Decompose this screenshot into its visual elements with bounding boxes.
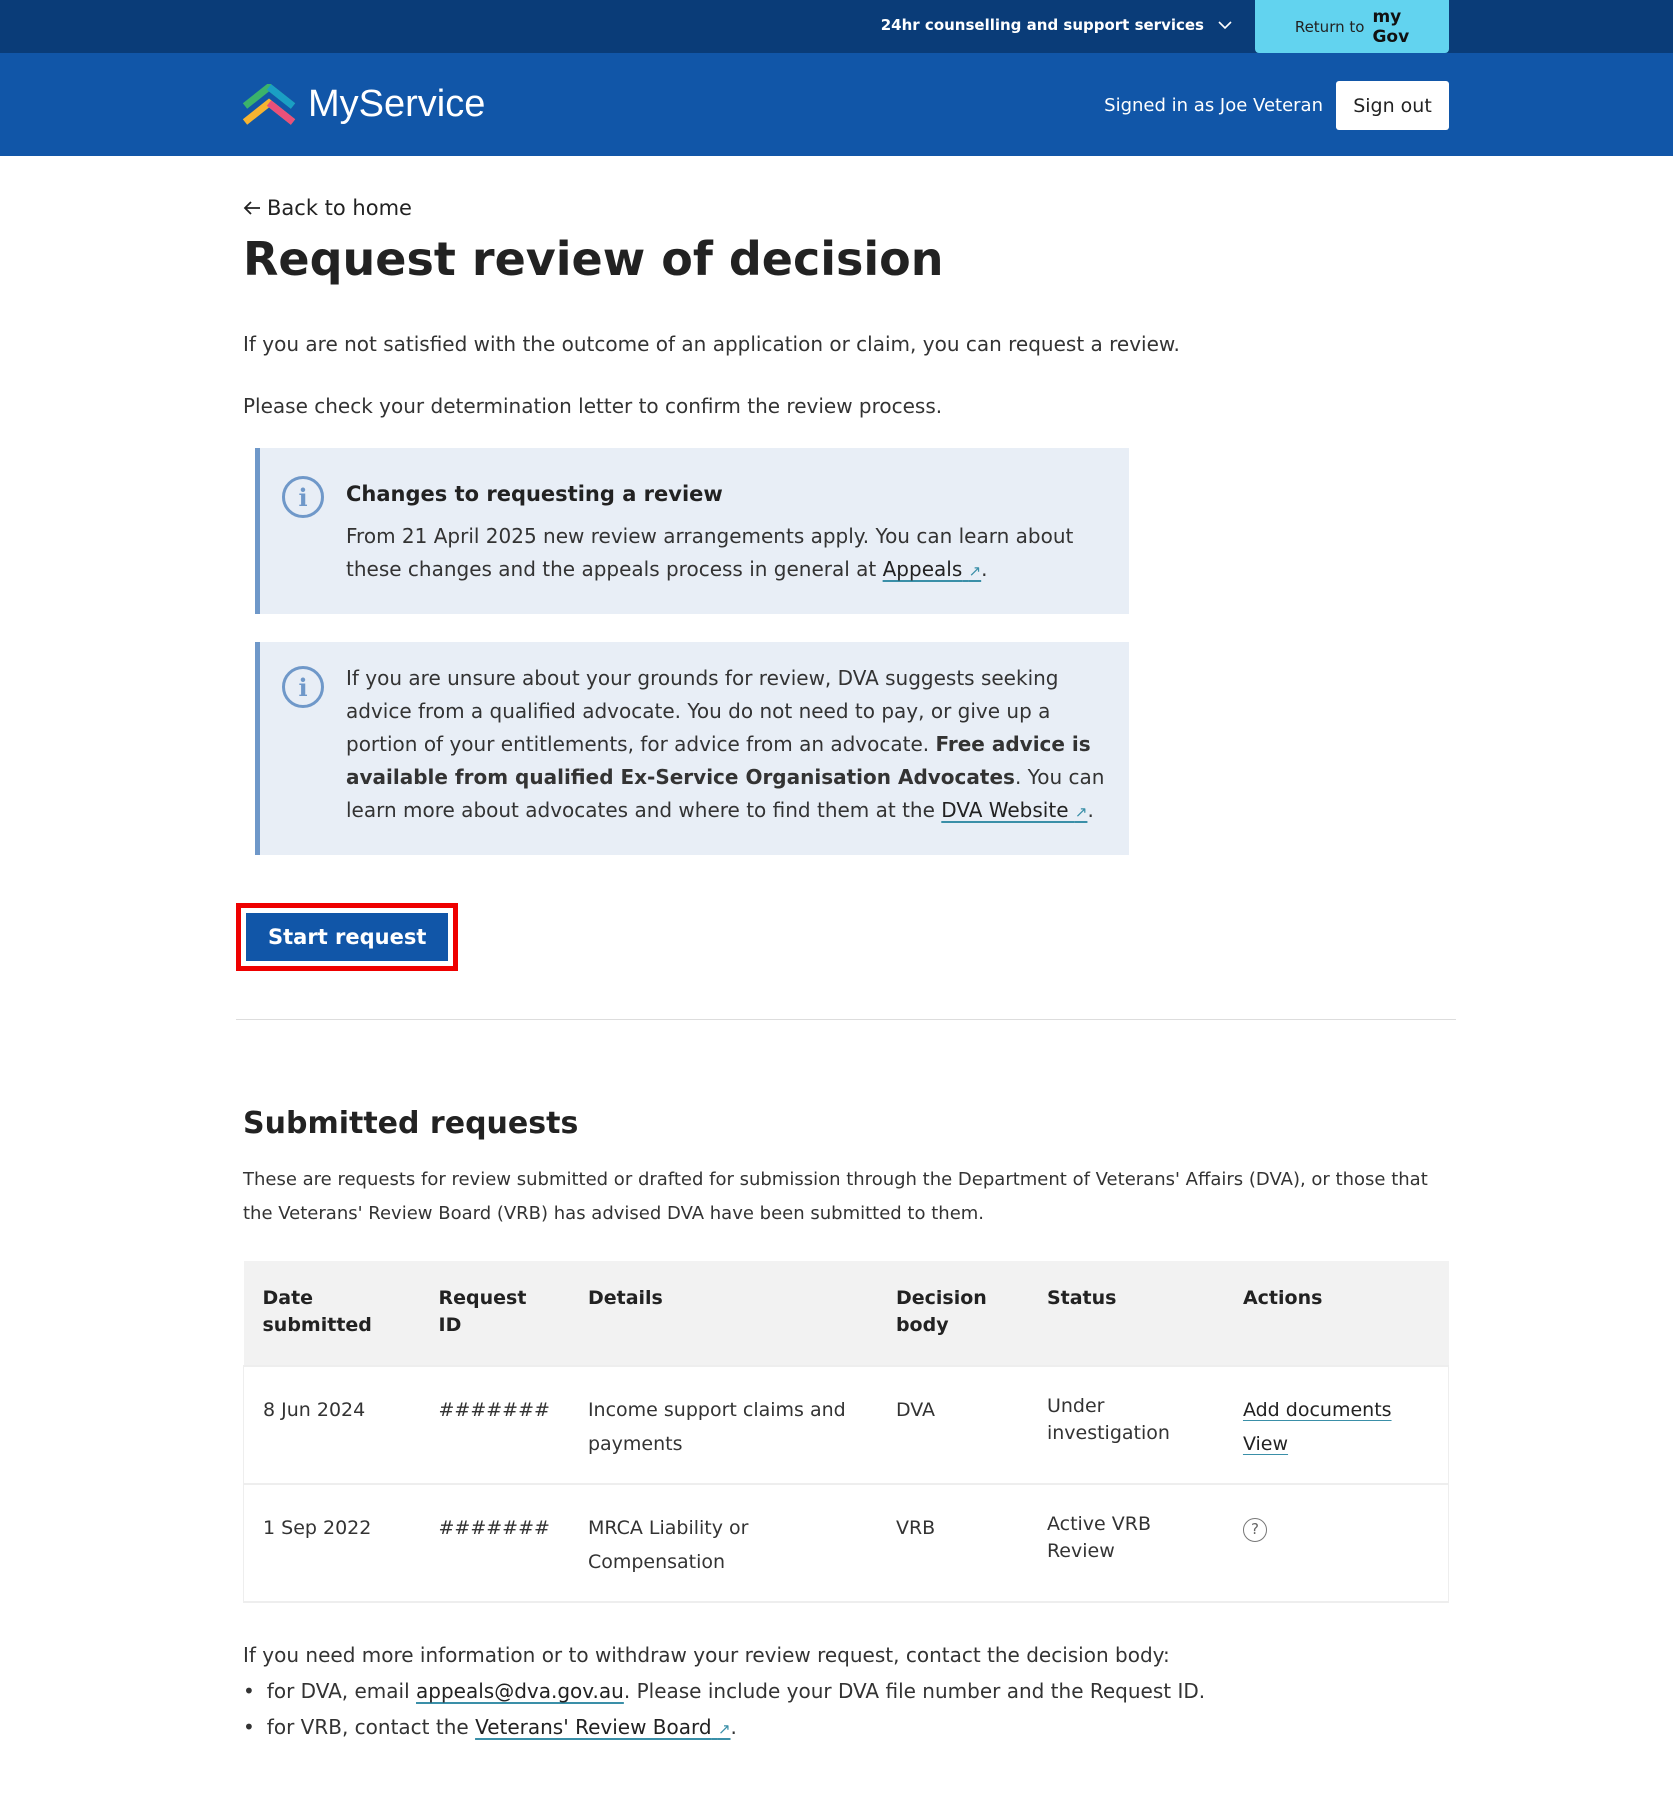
actions-cell xyxy=(1224,1366,1449,1484)
signed-in-text: Signed in as Joe Veteran xyxy=(1104,95,1323,116)
column-header: Request ID xyxy=(420,1261,569,1366)
request-id-cell: ####### xyxy=(420,1366,569,1484)
return-to-mygov-button[interactable] xyxy=(1255,0,1449,53)
external-link-icon: ↗ xyxy=(968,562,982,580)
column-header: Date submitted xyxy=(244,1261,420,1366)
date-cell: 8 Jun 2024 xyxy=(244,1366,420,1484)
back-label: Back to home xyxy=(267,196,412,220)
site-header xyxy=(0,53,1673,156)
table-row xyxy=(244,1366,1449,1484)
myservice-logo[interactable] xyxy=(242,83,485,126)
callout-text: If you are unsure about your grounds for review, DVA suggests seeking advice from a qualified advocate. You do not need to pay, or give up a portion of your entitlements, for advice from an advocate. Free advice is available from qualified Ex-Service Organisation Advocates. You can learn more about advocates and where to find them at the DVA Website ↗. xyxy=(346,666,1105,822)
decision-body-cell: VRB xyxy=(877,1484,1028,1602)
contact-intro: If you need more information or to withdraw your review request, contact the decision body: xyxy=(243,1643,1170,1667)
column-header: Status xyxy=(1028,1261,1224,1366)
top-bar xyxy=(0,0,1673,53)
start-request-button[interactable]: Start request xyxy=(246,913,448,961)
column-header: Details xyxy=(569,1261,877,1366)
main-content xyxy=(0,196,1449,1739)
dva-website-link[interactable]: DVA Website ↗ xyxy=(941,798,1088,822)
request-id-cell: ####### xyxy=(420,1484,569,1602)
dva-email-link[interactable]: appeals@dva.gov.au xyxy=(416,1679,624,1703)
return-label: Return to xyxy=(1294,17,1365,36)
column-header: Actions xyxy=(1224,1261,1449,1366)
submitted-description: These are requests for review submitted or drafted for submission through the Department of Veterans' Affairs (DVA), or those that the Veterans' Review Board (VRB) has advised DVA have been submitted to them. xyxy=(243,1169,1428,1224)
contact-info xyxy=(243,1643,1449,1739)
chevron-down-icon xyxy=(1218,21,1232,30)
details-cell: MRCA Liability or Compensation xyxy=(569,1484,877,1602)
divider xyxy=(236,1019,1456,1020)
review-changes-callout xyxy=(255,448,1129,614)
callout-text: From 21 April 2025 new review arrangements apply. You can learn about these changes and the appeals process in general at Appeals ↗. xyxy=(346,524,1074,581)
details-cell: Income support claims and payments xyxy=(569,1366,877,1484)
view-link[interactable]: View xyxy=(1242,1433,1289,1455)
arrow-left-icon xyxy=(243,200,261,216)
column-header: Decision body xyxy=(877,1261,1028,1366)
vrb-contact-item: • for VRB, contact the Veterans' Review Board ↗. xyxy=(243,1715,1449,1739)
add-documents-link[interactable]: Add documents xyxy=(1242,1399,1392,1421)
intro-text-2: Please check your determination letter to confirm the review process. xyxy=(243,394,943,418)
help-icon[interactable]: ? xyxy=(1243,1518,1267,1542)
appeals-link[interactable]: Appeals ↗ xyxy=(882,557,982,581)
external-link-icon: ↗ xyxy=(1074,803,1088,821)
info-icon: i xyxy=(282,666,324,708)
status-cell: Under investigation xyxy=(1028,1366,1224,1484)
callout-heading: Changes to requesting a review xyxy=(346,482,723,506)
page-title: Request review of decision xyxy=(243,232,944,286)
start-request-highlight xyxy=(236,903,458,971)
date-cell: 1 Sep 2022 xyxy=(244,1484,420,1602)
info-icon: i xyxy=(282,476,324,518)
mygov-logo: my Gov xyxy=(1372,6,1410,47)
external-link-icon: ↗ xyxy=(717,1720,731,1738)
sign-out-button[interactable]: Sign out xyxy=(1336,81,1449,130)
status-cell: Active VRB Review xyxy=(1028,1484,1224,1602)
submitted-requests-heading: Submitted requests xyxy=(243,1106,579,1141)
actions-cell xyxy=(1224,1484,1449,1602)
intro-text: If you are not satisfied with the outcome of an application or claim, you can request a review. xyxy=(243,332,1180,356)
brand-name: MyService xyxy=(308,83,486,125)
vrb-link[interactable]: Veterans' Review Board ↗ xyxy=(475,1715,731,1739)
table-row xyxy=(244,1484,1449,1602)
myservice-logo-icon xyxy=(242,84,296,126)
submitted-requests-table xyxy=(243,1261,1449,1603)
dva-contact-item: • for DVA, email appeals@dva.gov.au. Please include your DVA file number and the Request ID. xyxy=(243,1679,1449,1703)
advocate-advice-callout xyxy=(255,642,1129,855)
back-to-home-link[interactable] xyxy=(243,196,1449,220)
support-services-label: 24hr counselling and support services xyxy=(880,16,1204,34)
support-services-dropdown[interactable] xyxy=(881,16,1232,34)
decision-body-cell: DVA xyxy=(877,1366,1028,1484)
